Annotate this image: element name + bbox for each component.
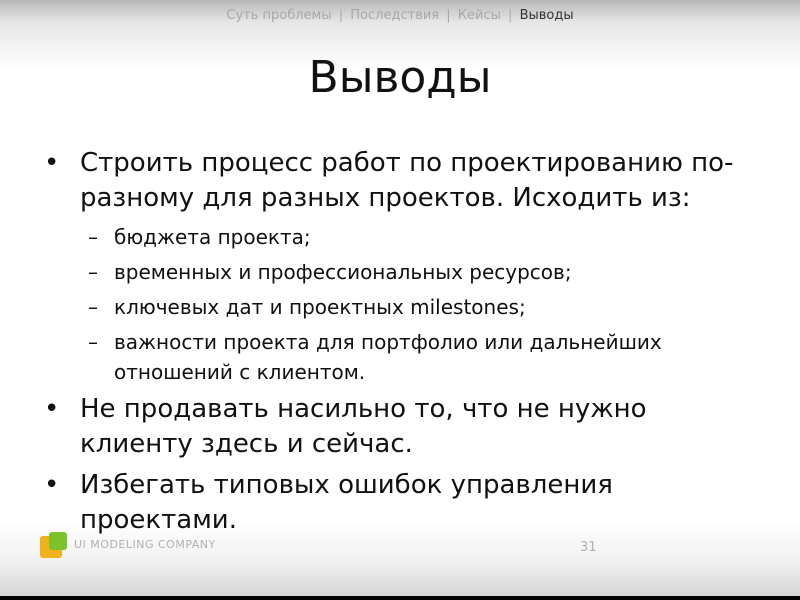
page-number: 31 xyxy=(580,540,597,555)
company-logo xyxy=(40,532,250,560)
subitem-milestones xyxy=(44,292,764,322)
bullet-item-2 xyxy=(44,392,764,462)
bullet-item-3 xyxy=(44,468,764,538)
breadcrumb-item-consequences[interactable]: Последствия xyxy=(350,8,440,23)
dash-icon: – xyxy=(88,295,98,319)
bullet-text: Избегать типовых ошибок управления проектами. xyxy=(80,470,613,535)
dash-icon: – xyxy=(88,330,98,354)
company-logo-icon xyxy=(40,532,70,560)
subitem-text: важности проекта для портфолио или дальнейших отношений с клиентом. xyxy=(114,330,662,384)
bullet-text: Не продавать насильно то, что не нужно клиенту здесь и сейчас. xyxy=(80,394,647,459)
breadcrumb xyxy=(0,8,800,23)
bullet-item-1 xyxy=(44,146,764,216)
breadcrumb-item-conclusions[interactable]: Выводы xyxy=(519,8,574,23)
breadcrumb-separator: | xyxy=(508,8,513,23)
breadcrumb-item-problem[interactable]: Суть проблемы xyxy=(226,8,332,23)
company-logo-text: UI MODELING COMPANY xyxy=(74,538,216,551)
subitem-text: бюджета проекта; xyxy=(114,225,311,249)
dash-icon: – xyxy=(88,225,98,249)
breadcrumb-separator: | xyxy=(446,8,451,23)
subitem-budget xyxy=(44,222,764,252)
slide-title: Выводы xyxy=(308,52,492,103)
slide-content xyxy=(44,146,764,544)
subitem-resources xyxy=(44,257,764,287)
subitem-text: ключевых дат и проектных milestones; xyxy=(114,295,526,319)
subitem-text: временных и профессиональных ресурсов; xyxy=(114,260,572,284)
bullet-text: Строить процесс работ по проектированию по-разному для разных проектов. Исходить из: xyxy=(80,148,734,213)
bullet-icon: • xyxy=(44,470,60,500)
subitem-portfolio xyxy=(44,327,764,387)
dash-icon: – xyxy=(88,260,98,284)
breadcrumb-item-cases[interactable]: Кейсы xyxy=(457,8,501,23)
bullet-icon: • xyxy=(44,148,60,178)
bullet-icon: • xyxy=(44,394,60,424)
breadcrumb-separator: | xyxy=(338,8,344,23)
